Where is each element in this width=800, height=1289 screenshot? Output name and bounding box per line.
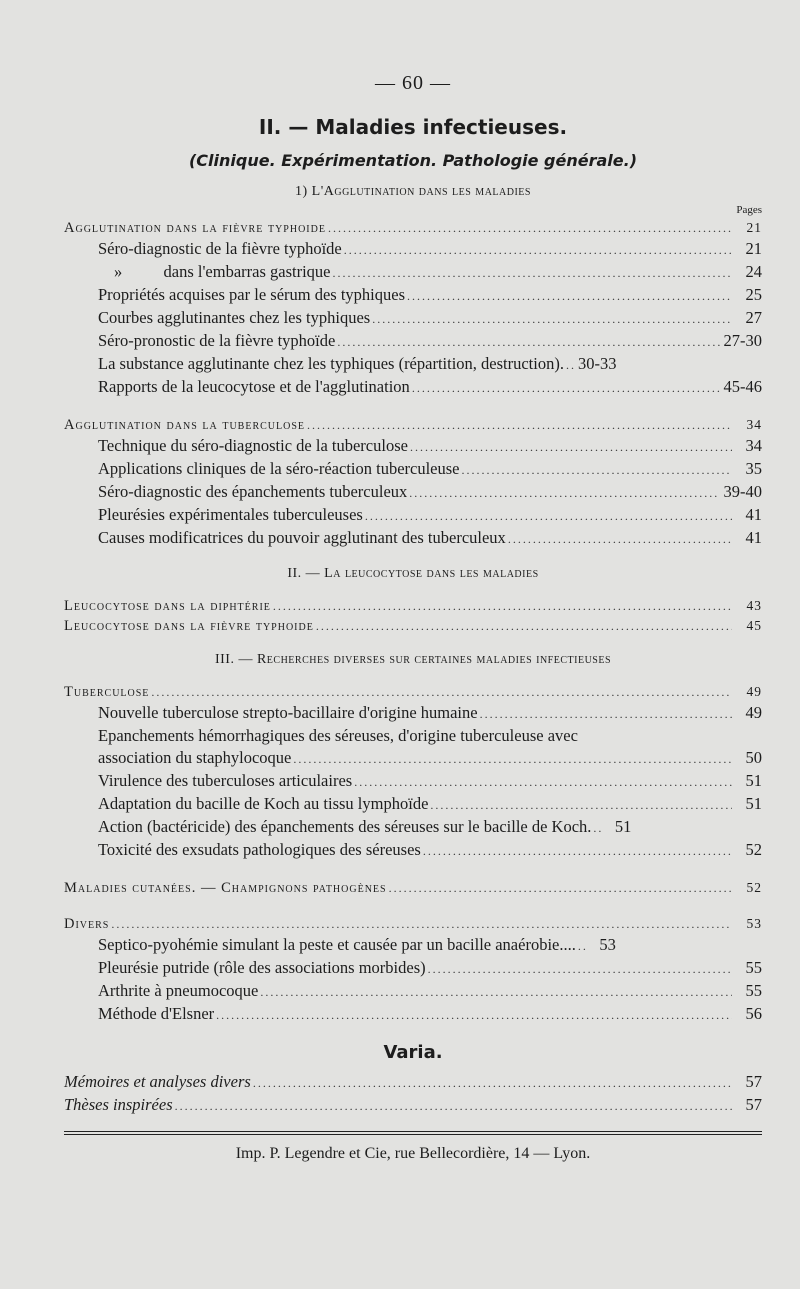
toc-heading-text: Agglutination dans la tuberculose <box>64 417 306 433</box>
toc-heading-text: Maladies cutanées. — Champignons pathogènes <box>64 880 387 896</box>
toc-page-number: 35 <box>745 459 762 478</box>
toc-heading <box>64 415 762 435</box>
leader-dots <box>253 1072 732 1094</box>
toc-page-number: 50 <box>745 748 762 767</box>
toc-page-number: 52 <box>745 840 762 859</box>
toc-entry-text: Applications cliniques de la séro-réaction tuberculeuse <box>98 459 460 478</box>
toc-entry <box>64 238 762 261</box>
toc-entry-text: Courbes agglutinantes chez les typhiques <box>98 308 371 327</box>
toc-page-number: 57 <box>745 1072 762 1091</box>
toc-entry <box>64 458 762 481</box>
toc-entry <box>64 839 762 862</box>
leader-dots <box>344 239 732 261</box>
leader-dots <box>372 308 732 330</box>
leader-dots <box>508 528 732 550</box>
leader-dots <box>389 879 732 898</box>
toc-entry <box>64 770 762 793</box>
toc-heading-text: Tuberculose <box>64 684 150 700</box>
leader-dots <box>328 219 732 238</box>
leader-dots <box>354 771 732 793</box>
toc-entry-text: Propriétés acquises par le sérum des typhiques <box>98 285 406 304</box>
toc-page-number: 55 <box>745 981 762 1000</box>
toc-page-number: 53 <box>599 935 616 954</box>
toc-entry-wrapped-line: Epanchements hémorrhagiques des séreuses, d'origine tuberculeuse avec <box>98 726 578 745</box>
toc-group-typhoide <box>64 218 762 399</box>
part-subtitle: (Clinique. Expérimentation. Pathologie générale.) <box>188 151 638 170</box>
toc-entry-text: » dans l'embarras gastrique <box>114 262 331 281</box>
toc-entry-text: Causes modificatrices du pouvoir agglutinant des tuberculeux <box>98 528 506 547</box>
toc-page-number: 25 <box>745 285 762 304</box>
toc-group-divers <box>64 914 762 1026</box>
toc-entry-text: Nouvelle tuberculose strepto-bacillaire d'origine humaine <box>98 703 478 722</box>
toc-entry <box>64 934 762 957</box>
toc-entry <box>64 435 762 458</box>
leader-dots <box>337 331 719 353</box>
toc-page-number: 45-46 <box>723 377 762 396</box>
leader-dots <box>216 1004 732 1026</box>
toc-page-number: 41 <box>745 505 762 524</box>
toc-page-number: 56 <box>745 1004 762 1023</box>
toc-entry-text: Séro-diagnostic de la fièvre typhoïde <box>98 239 342 258</box>
toc-group-maladies-cutanees <box>64 878 762 898</box>
section-title-3: III. — Recherches diverses sur certaines maladies infectieuses <box>214 652 612 667</box>
toc-heading-text: Agglutination dans la fièvre typhoide <box>64 220 326 236</box>
toc-entry-text: Mémoires et analyses divers <box>64 1072 251 1091</box>
footer-rule <box>64 1131 762 1132</box>
spacer <box>64 668 762 682</box>
leader-dots <box>578 935 586 957</box>
toc-page-number: 24 <box>745 262 762 281</box>
toc-entry <box>64 816 762 839</box>
leader-dots <box>430 794 732 816</box>
toc-heading <box>64 616 762 636</box>
toc-heading-text: Leucocytose dans la diphtérie <box>64 598 271 614</box>
toc-page-number: 49 <box>746 684 762 699</box>
toc-entry-text: Action (bactéricide) des épanchements des séreuses sur le bacille de Koch. <box>98 817 592 836</box>
toc-entry-text: Séro-diagnostic des épanchements tuberculeux <box>98 482 408 501</box>
leader-dots <box>111 915 732 934</box>
leader-dots <box>409 482 719 504</box>
toc-entry-text: La substance agglutinante chez les typhiques (répartition, destruction). <box>98 354 564 373</box>
toc-page-number: 49 <box>745 703 762 722</box>
toc-entry-text: Technique du séro-diagnostic de la tuberculose <box>98 436 408 455</box>
toc-page-number: 21 <box>745 239 762 258</box>
leader-dots <box>175 1095 732 1117</box>
leader-dots <box>410 436 732 458</box>
leader-dots <box>316 617 732 636</box>
toc-page-number: 27-30 <box>723 331 762 350</box>
toc-heading-text: Divers <box>64 916 110 932</box>
toc-entry <box>64 376 762 399</box>
toc-entry-text: association du staphylocoque <box>98 748 292 767</box>
toc-page-number: 39-40 <box>723 482 762 501</box>
pages-column-label: Pages <box>736 204 762 216</box>
toc-entry-text: Pleurésie putride (rôle des associations morbides) <box>98 958 426 977</box>
toc-entry-text: Toxicité des exsudats pathologiques des séreuses <box>98 840 421 859</box>
leader-dots <box>428 958 732 980</box>
toc-entry-text: Rapports de la leucocytose et de l'agglutination <box>98 377 410 396</box>
leader-dots <box>462 459 733 481</box>
toc-entry <box>64 1071 762 1094</box>
toc-entry-text: Pleurésies expérimentales tuberculeuses <box>98 505 363 524</box>
toc-heading <box>64 914 762 934</box>
toc-entry <box>64 1094 762 1117</box>
section-title-2: II. — La leucocytose dans les maladies <box>287 566 539 581</box>
toc-entry <box>64 980 762 1003</box>
page-number: — 60 — <box>375 72 451 94</box>
toc-group-tuberculose <box>64 415 762 550</box>
toc-page-number: 43 <box>746 598 762 613</box>
toc-page-number: 41 <box>745 528 762 547</box>
leader-dots <box>293 748 732 770</box>
leader-dots <box>260 981 732 1003</box>
leader-dots <box>307 416 732 435</box>
spacer <box>64 582 762 596</box>
toc-entry <box>64 353 762 376</box>
toc-heading <box>64 596 762 616</box>
toc-entry <box>64 527 762 550</box>
toc-entry <box>64 702 762 725</box>
toc-entry-text: Thèses inspirées <box>64 1095 173 1114</box>
toc-entry-text: Méthode d'Elsner <box>98 1004 215 1023</box>
toc-page-number: 53 <box>746 916 762 931</box>
toc-entry <box>64 261 762 284</box>
toc-page-number: 51 <box>745 771 762 790</box>
toc-entry <box>64 307 762 330</box>
toc-entry-text: Adaptation du bacille de Koch au tissu lymphoïde <box>98 794 429 813</box>
toc-page-number: 51 <box>614 817 632 836</box>
leader-dots <box>333 262 733 284</box>
toc-page-number: 34 <box>745 436 762 455</box>
leader-dots <box>407 285 732 307</box>
toc-page-number: 52 <box>746 880 762 895</box>
toc-entry <box>64 957 762 980</box>
toc-entry <box>64 747 762 770</box>
leader-dots <box>480 703 732 725</box>
toc-heading-text: Leucocytose dans la fièvre typhoide <box>64 618 314 634</box>
toc-group-tuberculose-recherches <box>64 682 762 862</box>
toc-page-number: 27 <box>745 308 762 327</box>
leader-dots <box>593 817 601 839</box>
part-title: II. — Maladies infectieuses. <box>258 115 568 139</box>
toc-page-number: 45 <box>746 618 762 633</box>
toc-entry-text: Arthrite à pneumocoque <box>98 981 259 1000</box>
toc-group-leucocytose <box>64 596 762 636</box>
toc-page-number: 51 <box>745 794 762 813</box>
toc-page-number: 57 <box>745 1095 762 1114</box>
toc-entry-text: Séro-pronostic de la fièvre typhoïde <box>98 331 336 350</box>
leader-dots <box>423 840 732 862</box>
toc-page-number: 34 <box>746 417 762 432</box>
section-title-1: 1) L'Agglutination dans les maladies <box>295 184 531 199</box>
leader-dots <box>566 354 574 376</box>
toc-page-number: 55 <box>745 958 762 977</box>
toc-entry-text: Septico-pyohémie simulant la peste et causée par un bacille anaérobie.... <box>98 935 576 954</box>
toc-page-number: 30-33 <box>577 354 617 373</box>
leader-dots <box>365 505 732 527</box>
toc-entry <box>64 330 762 353</box>
leader-dots <box>151 683 732 702</box>
toc-heading <box>64 682 762 702</box>
imprint-line: Imp. P. Legendre et Cie, rue Bellecordière, 14 — Lyon. <box>235 1145 591 1162</box>
toc-heading <box>64 218 762 238</box>
toc-entry <box>64 504 762 527</box>
toc-entry <box>64 793 762 816</box>
leader-dots <box>412 377 720 399</box>
leader-dots <box>273 597 732 616</box>
toc-heading <box>64 878 762 898</box>
toc-entry <box>64 284 762 307</box>
toc-entry <box>64 481 762 504</box>
footer-rule <box>64 1134 762 1135</box>
toc-entry-text: Virulence des tuberculoses articulaires <box>98 771 353 790</box>
toc-entry <box>64 1003 762 1026</box>
varia-title: Varia. <box>383 1042 443 1063</box>
toc-page-number: 21 <box>746 220 762 235</box>
